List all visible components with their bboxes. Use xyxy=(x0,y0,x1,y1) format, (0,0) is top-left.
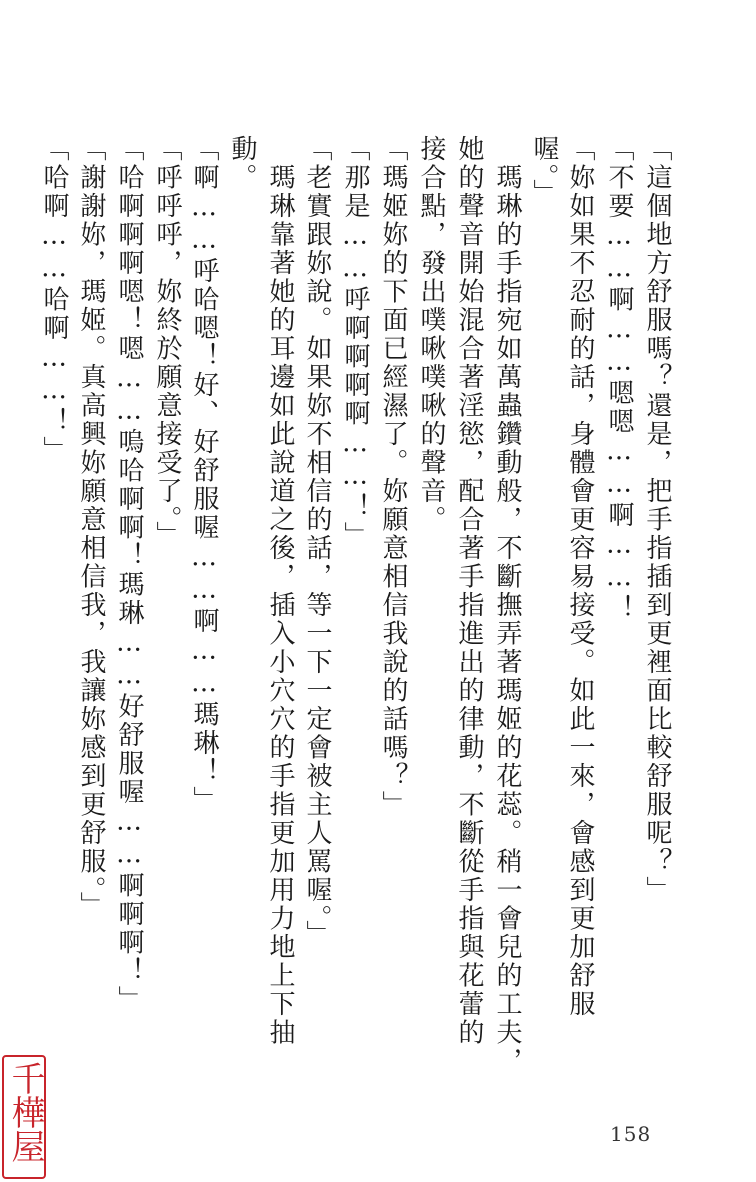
text-column: 「不要……啊……嗯嗯……啊……！ xyxy=(604,135,634,623)
text-column: 「謝謝妳，瑪姬。真高興妳願意相信我，我讓妳感到更舒服。」 xyxy=(76,135,106,920)
text-column: 喔。」 xyxy=(529,135,559,208)
text-column: 「哈啊……哈啊……！」 xyxy=(39,135,69,465)
text-column: 瑪琳靠著她的耳邊如此說道之後，插入小穴穴的手指更加用力地上下抽 xyxy=(265,135,295,1047)
text-column: 「老實跟妳說。如果妳不相信的話，等一下一定會被主人罵喔。」 xyxy=(302,135,332,949)
text-column: 「瑪姬妳的下面已經濕了。妳願意相信我說的話嗎？」 xyxy=(378,135,408,819)
text-column: 她的聲音開始混合著淫慾，配合著手指進出的律動，不斷從手指與花蕾的 xyxy=(454,135,484,1047)
text-column: 瑪琳的手指宛如萬蟲鑽動般，不斷撫弄著瑪姬的花蕊。稍一會兒的工夫， xyxy=(492,135,522,1076)
seal-text: 千樺屋 xyxy=(5,1061,45,1163)
page-number: 158 xyxy=(610,1122,652,1146)
seal-stamp xyxy=(2,1055,46,1179)
text-column: 接合點，發出噗啾噗啾的聲音。 xyxy=(416,135,446,534)
text-column: 「啊……呼哈嗯！好、好舒服喔……啊……瑪琳！」 xyxy=(189,135,219,815)
text-column: 「妳如果不忍耐的話，身體會更容易接受。如此一來，會感到更加舒服 xyxy=(565,135,595,1019)
text-column: 「呼呼呼，妳終於願意接受了。」 xyxy=(152,135,182,550)
text-column: 「那是……呼啊啊啊啊……！」 xyxy=(340,135,370,550)
text-column: 「這個地方舒服嗎？還是，把手指插到更裡面比較舒服呢？」 xyxy=(642,135,672,905)
text-column: 「哈啊啊啊嗯！嗯……嗚哈啊啊！瑪琳……好舒服喔……啊啊啊！」 xyxy=(114,135,144,1014)
text-column: 動。 xyxy=(227,135,257,192)
